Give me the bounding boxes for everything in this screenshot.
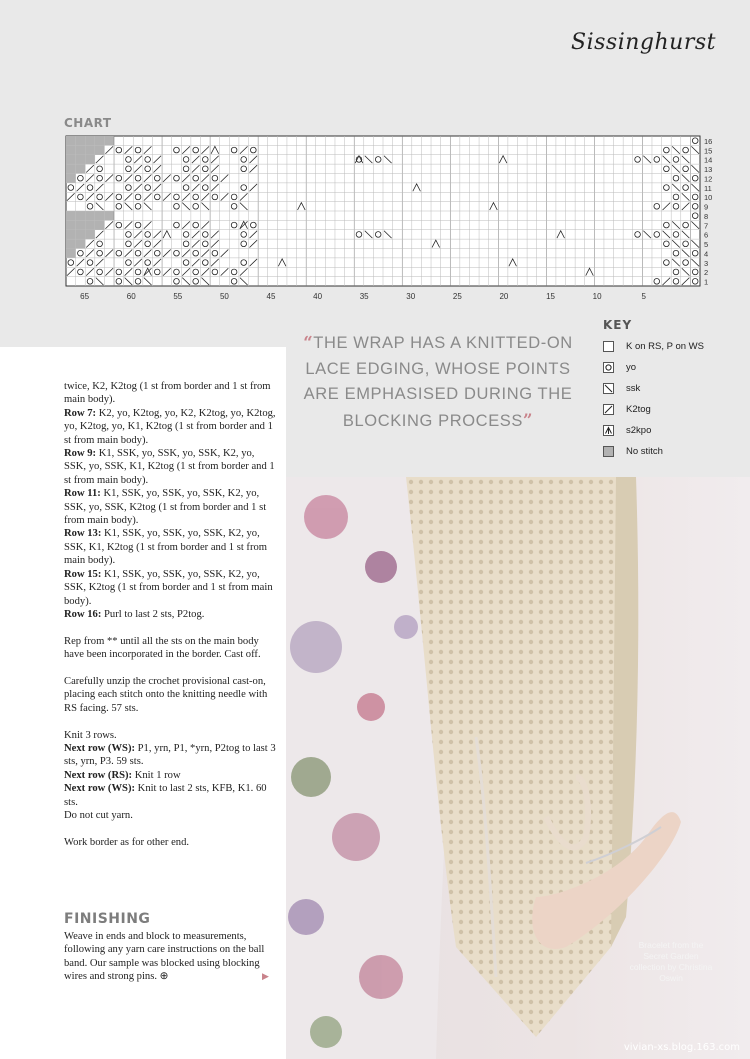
page-title: Sissinghurst	[571, 30, 716, 55]
key-item-no-stitch	[603, 441, 743, 462]
chart-no-stitch-cell	[66, 174, 76, 183]
instruction-paragraph: Work border as for other end.	[64, 836, 190, 848]
finishing-text	[64, 930, 276, 984]
chart-no-stitch-cell	[76, 239, 86, 248]
watermark: vivian-xs.blog.163.com	[623, 1042, 740, 1053]
key-legend	[603, 336, 743, 462]
key-heading: KEY	[603, 318, 633, 332]
chart-column-label: 15	[546, 292, 555, 301]
chart-no-stitch-cell	[66, 249, 76, 258]
row-text: Knit to last 2 sts, KFB, K1. 60 sts.	[64, 783, 267, 808]
chart-no-stitch-cell	[85, 230, 95, 239]
key-label: yo	[626, 362, 637, 373]
pull-quote-text: THE WRAP HAS A KNITTED-ON LACE EDGING, WHOSE POINTS ARE EMPHASISED DURING THE BLOCKING PROCESS	[303, 334, 573, 430]
chart-no-stitch-cell	[95, 136, 105, 145]
row-label: Row 11:	[64, 488, 101, 500]
instruction-paragraph: Carefully unzip the crochet provisional cast-on, placing each stitch onto the knitting needle with RS facing. 57 sts.	[64, 675, 268, 714]
instruction-text: twice, K2, K2tog (1 st from border and 1 st from main body).	[64, 381, 271, 406]
row-label: Next row (WS):	[64, 783, 136, 795]
key-item-knit	[603, 336, 743, 357]
finishing-body: Weave in ends and block to measurements, following any yarn care instructions on the ball band. Our sample was blocked using blocking wires and strong pins.	[64, 931, 265, 983]
row-text: K1, SSK, yo, SSK, yo, SSK, K2, yo, SSK, K2tog (1 st from border and 1 st from main body).	[64, 568, 273, 607]
chart-no-stitch-cell	[66, 136, 76, 145]
chart-no-stitch-cell	[76, 220, 86, 229]
key-item-ssk	[603, 378, 743, 399]
chart-row-label: 13	[704, 165, 713, 174]
row-label: Next row (RS):	[64, 769, 133, 781]
chart-no-stitch-cell	[85, 220, 95, 229]
row-label: Next row (WS):	[64, 742, 136, 754]
key-item-yo	[603, 357, 743, 378]
chart-no-stitch-cell	[66, 211, 76, 220]
key-label: s2kpo	[626, 425, 652, 436]
row-text: K1, SSK, yo, SSK, yo, SSK, K2, yo, SSK, yo, SSK, K2tog (1 st from border and 1 st from main body).	[64, 488, 267, 527]
instruction-paragraph: Rep from ** until all the sts on the main body have been incorporated in the border. Cast off.	[64, 635, 261, 661]
row-text: K1, SSK, yo, SSK, yo, SSK, K2, yo, SSK, yo, SSK, K1, K2tog (1 st from border and 1 st from main body).	[64, 448, 275, 486]
chart-row-label: 16	[704, 136, 713, 146]
row-text: K2, yo, K2tog, yo, K2, K2tog, yo, K2tog, yo, K2tog, yo, K1, K2tog (1 st from border and 1 st from main body).	[64, 407, 276, 446]
chart-column-label: 60	[126, 292, 136, 301]
chart-no-stitch-cell	[76, 155, 86, 164]
chart-no-stitch-cell	[76, 230, 86, 239]
chart-no-stitch-cell	[76, 211, 86, 220]
chart-column-label: 10	[592, 292, 602, 301]
chart-row-label: 12	[704, 174, 713, 184]
pull-quote	[296, 330, 580, 434]
chart-row-label: 10	[704, 193, 713, 203]
row-label: Row 16:	[64, 608, 102, 620]
knit-symbol-icon	[603, 341, 614, 352]
continue-arrow-icon: ▶	[262, 972, 269, 982]
instruction-paragraph	[64, 380, 276, 621]
chart-no-stitch-cell	[104, 136, 114, 145]
knitting-chart	[64, 134, 722, 302]
key-item-k2tog	[603, 399, 743, 420]
chart-row-label: 7	[704, 221, 709, 231]
chart-column-label: 30	[406, 292, 416, 301]
chart-column-label: 35	[359, 292, 369, 301]
chart-no-stitch-cell	[95, 145, 105, 154]
k2tog-symbol-icon	[603, 404, 614, 415]
close-quote-mark: ”	[523, 410, 534, 430]
chart-column-label: 40	[313, 292, 323, 301]
chart-no-stitch-cell	[66, 239, 76, 248]
chart-column-label: 65	[80, 292, 90, 301]
chart-row-label: 8	[704, 211, 709, 221]
chart-column-label: 25	[452, 292, 462, 301]
open-quote-mark: “	[303, 333, 314, 352]
row-text: P1, yrn, P1, *yrn, P2tog to last 3 sts, yrn, P3. 59 sts.	[64, 742, 276, 768]
chart-no-stitch-cell	[76, 164, 86, 173]
chart-no-stitch-cell	[85, 211, 95, 220]
row-label: Row 7:	[64, 407, 97, 419]
chart-no-stitch-cell	[95, 220, 105, 229]
chart-row-label: 6	[704, 230, 709, 240]
chart-row-label: 3	[704, 258, 709, 268]
chart-column-label: 5	[641, 292, 646, 301]
chart-column-label: 50	[219, 292, 229, 301]
chart-no-stitch-cell	[66, 155, 76, 164]
chart-row-label: 14	[704, 155, 713, 165]
chart-no-stitch-cell	[66, 164, 76, 173]
chart-no-stitch-cell	[66, 145, 76, 154]
chart-row-label: 15	[704, 146, 713, 156]
chart-no-stitch-cell	[66, 230, 76, 239]
row-label: Row 13:	[64, 528, 102, 540]
chart-no-stitch-cell	[95, 211, 105, 220]
key-label: No stitch	[626, 446, 663, 457]
ssk-symbol-icon	[603, 383, 614, 394]
row-text: Knit 1 row	[132, 769, 181, 781]
key-label: K2tog	[626, 404, 651, 415]
chart-row-label: 2	[704, 268, 709, 278]
pattern-instructions	[64, 380, 276, 863]
chart-column-label: 20	[499, 292, 509, 301]
chart-no-stitch-cell	[66, 220, 76, 229]
row-text: Purl to last 2 sts, P2tog.	[101, 608, 205, 620]
finishing-heading: FINISHING	[64, 911, 151, 927]
key-label: K on RS, P on WS	[626, 341, 704, 352]
chart-column-label: 55	[173, 292, 183, 301]
row-label: Row 15:	[64, 568, 102, 580]
chart-column-label: 45	[266, 292, 276, 301]
instruction-text: Knit 3 rows.	[64, 729, 117, 741]
chart-row-label: 1	[704, 277, 709, 287]
chart-no-stitch-cell	[85, 136, 95, 145]
chart-row-label: 9	[704, 202, 709, 212]
photo-caption: Bracelet from the Secret Garden collection by Christina Oswin	[629, 940, 713, 983]
chart-row-label: 11	[704, 183, 712, 193]
instruction-paragraph	[64, 729, 276, 823]
chart-no-stitch-cell	[76, 145, 86, 154]
yo-symbol-icon	[603, 362, 614, 373]
row-text: K1, SSK, yo, SSK, yo, SSK, K2, yo, SSK, K1, K2tog (1 st from border and 1 st from main body).	[64, 528, 268, 567]
chart-row-label: 4	[704, 249, 709, 259]
end-mark-icon: ⊕	[159, 971, 169, 983]
chart-no-stitch-cell	[85, 145, 95, 154]
key-label: ssk	[626, 383, 641, 394]
s2kpo-symbol-icon	[603, 425, 614, 436]
instruction-text: Do not cut yarn.	[64, 809, 133, 821]
chart-no-stitch-cell	[104, 211, 114, 220]
chart-row-label: 5	[704, 240, 709, 249]
no-stitch-symbol-icon	[603, 446, 614, 457]
chart-no-stitch-cell	[85, 155, 95, 164]
key-item-s2kpo	[603, 420, 743, 441]
chart-no-stitch-cell	[76, 136, 86, 145]
chart-heading: CHART	[64, 116, 112, 130]
row-label: Row 9:	[64, 448, 97, 460]
